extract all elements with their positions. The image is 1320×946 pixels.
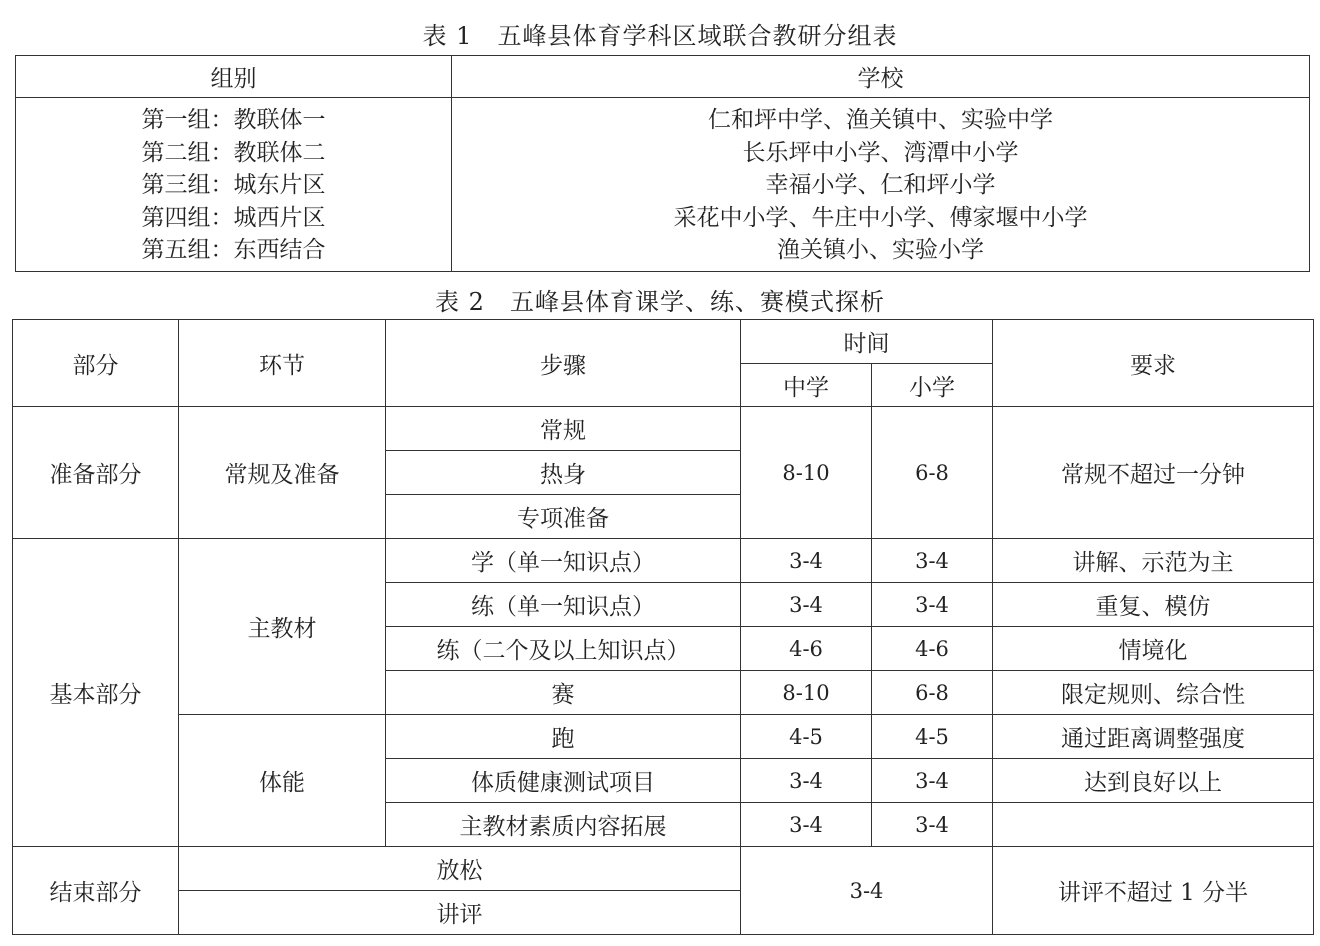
req-cell: 讲解、示范为主 bbox=[993, 539, 1314, 583]
primary-time: 3-4 bbox=[872, 539, 993, 583]
req-cell: 通过距离调整强度 bbox=[993, 715, 1314, 759]
middle-time: 3-4 bbox=[741, 583, 872, 627]
header-time: 时间 bbox=[741, 320, 993, 364]
group-list bbox=[16, 98, 452, 272]
req-cell: 常规不超过一分钟 bbox=[993, 407, 1314, 539]
step-cell: 讲评 bbox=[179, 891, 741, 935]
segment-cell: 主教材 bbox=[179, 539, 386, 715]
req-cell: 限定规则、综合性 bbox=[993, 671, 1314, 715]
middle-time: 4-5 bbox=[741, 715, 872, 759]
school-item: 长乐坪中小学、湾潭中小学 bbox=[742, 139, 1019, 166]
primary-time: 3-4 bbox=[872, 803, 993, 847]
school-list bbox=[452, 98, 1310, 272]
primary-time: 3-4 bbox=[872, 583, 993, 627]
middle-time: 3-4 bbox=[741, 539, 872, 583]
req-cell bbox=[993, 803, 1314, 847]
step-cell: 主教材素质内容拓展 bbox=[386, 803, 741, 847]
header-step: 步骤 bbox=[386, 320, 741, 407]
time-cell: 3-4 bbox=[741, 847, 993, 935]
step-cell: 热身 bbox=[386, 451, 741, 495]
group-table bbox=[15, 55, 1310, 272]
req-cell: 讲评不超过 1 分半 bbox=[993, 847, 1314, 935]
header-primary: 小学 bbox=[872, 364, 993, 407]
school-item: 仁和坪中学、渔关镇中、实验中学 bbox=[708, 107, 1053, 133]
primary-time: 6-8 bbox=[872, 407, 993, 539]
segment-cell: 常规及准备 bbox=[179, 407, 386, 539]
header-part: 部分 bbox=[13, 320, 179, 407]
middle-time: 3-4 bbox=[741, 759, 872, 803]
part-cell: 基本部分 bbox=[13, 539, 179, 847]
req-cell: 达到良好以上 bbox=[993, 759, 1314, 803]
group-item: 第三组：城东片区 bbox=[141, 172, 326, 198]
part-cell: 结束部分 bbox=[13, 847, 179, 935]
segment-cell: 体能 bbox=[179, 715, 386, 847]
req-cell: 重复、模仿 bbox=[993, 583, 1314, 627]
header-segment: 环节 bbox=[179, 320, 386, 407]
middle-time: 8-10 bbox=[741, 671, 872, 715]
middle-time: 3-4 bbox=[741, 803, 872, 847]
header-middle: 中学 bbox=[741, 364, 872, 407]
school-item: 采花中小学、牛庄中小学、傅家堰中小学 bbox=[673, 204, 1088, 231]
table1-title: 表 1 五峰县体育学科区域联合教研分组表 bbox=[422, 22, 898, 50]
header-school: 学校 bbox=[452, 56, 1310, 98]
group-item: 第二组：教联体二 bbox=[141, 139, 326, 166]
school-item: 幸福小学、仁和坪小学 bbox=[765, 172, 996, 198]
middle-time: 8-10 bbox=[741, 407, 872, 539]
table2-title: 表 2 五峰县体育课学、练、赛模式探析 bbox=[435, 288, 885, 316]
header-group: 组别 bbox=[16, 56, 452, 98]
pattern-table bbox=[12, 319, 1314, 935]
req-cell: 情境化 bbox=[993, 627, 1314, 671]
primary-time: 3-4 bbox=[872, 759, 993, 803]
primary-time: 6-8 bbox=[872, 671, 993, 715]
header-req: 要求 bbox=[993, 320, 1314, 407]
middle-time: 4-6 bbox=[741, 627, 872, 671]
step-cell: 赛 bbox=[386, 671, 741, 715]
part-cell: 准备部分 bbox=[13, 407, 179, 539]
primary-time: 4-5 bbox=[872, 715, 993, 759]
step-cell: 常规 bbox=[386, 407, 741, 451]
group-item: 第四组：城西片区 bbox=[141, 204, 326, 231]
primary-time: 4-6 bbox=[872, 627, 993, 671]
step-cell: 跑 bbox=[386, 715, 741, 759]
step-cell: 练（单一知识点） bbox=[386, 583, 741, 627]
school-item: 渔关镇小、实验小学 bbox=[777, 237, 984, 263]
step-cell: 专项准备 bbox=[386, 495, 741, 539]
step-cell: 练（二个及以上知识点） bbox=[386, 627, 741, 671]
step-cell: 放松 bbox=[179, 847, 741, 891]
step-cell: 体质健康测试项目 bbox=[386, 759, 741, 803]
group-item: 第一组：教联体一 bbox=[141, 107, 326, 133]
group-item: 第五组：东西结合 bbox=[141, 237, 326, 263]
step-cell: 学（单一知识点） bbox=[386, 539, 741, 583]
